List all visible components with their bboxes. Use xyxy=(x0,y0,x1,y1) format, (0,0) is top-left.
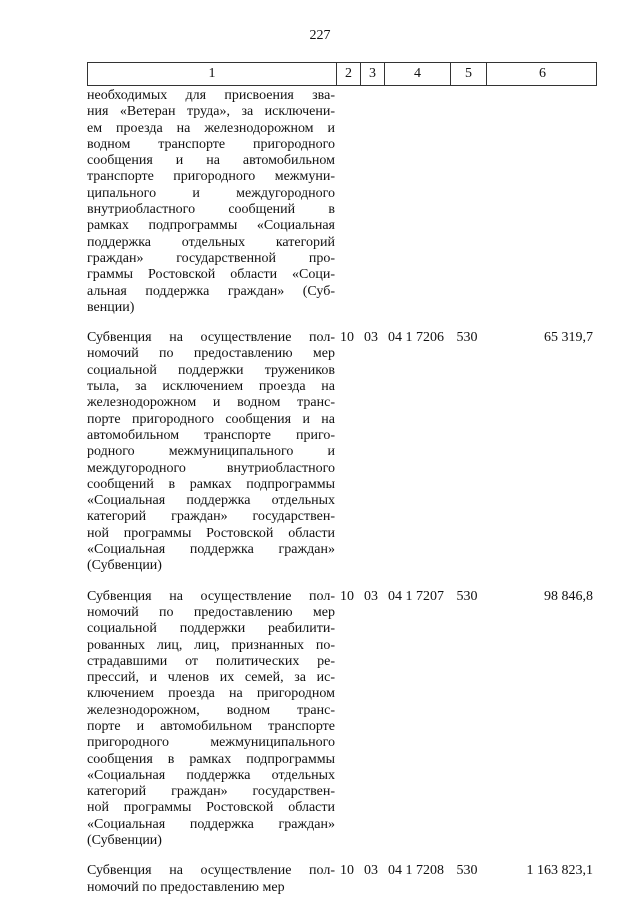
description-line: ключением проезда на пригородном xyxy=(87,686,335,702)
page-number: 227 xyxy=(309,28,331,43)
column-header: 4 xyxy=(384,63,450,85)
subsection-code: 03 xyxy=(364,863,378,879)
description-line: категорий граждан» государствен- xyxy=(87,509,335,525)
description-line: прессий, и членов их семей, за ис- xyxy=(87,670,335,686)
description-line: ной программы Ростовской области xyxy=(87,800,335,816)
amount-value: 65 319,7 xyxy=(544,330,593,346)
description-line: номочий по предоставлению мер xyxy=(87,604,335,620)
description-line: альная поддержка граждан» (Суб- xyxy=(87,283,335,299)
section-code: 10 xyxy=(340,588,354,604)
description-line: (Субвенции) xyxy=(87,558,162,574)
description-line: социальной поддержки реабилити- xyxy=(87,621,335,637)
amount-value: 1 163 823,1 xyxy=(526,863,593,879)
expense-type-code: 530 xyxy=(456,330,478,346)
description-line: водном транспорте пригородного xyxy=(87,136,335,152)
description-line: поддержка отдельных категорий xyxy=(87,234,335,250)
description-line: социальной поддержки тружеников xyxy=(87,362,335,378)
description-line: необходимых для присвоения зва- xyxy=(87,88,335,103)
row-description xyxy=(87,330,335,574)
section-code: 10 xyxy=(340,863,354,879)
description-line: ной программы Ростовской области xyxy=(87,525,335,541)
target-article-code: 04 1 7207 xyxy=(388,588,444,604)
description-line: Субвенция на осуществление пол- xyxy=(87,863,335,879)
description-line: граммы Ростовской области «Соци- xyxy=(87,267,335,283)
description-line: внутриобластного сообщений в xyxy=(87,202,335,218)
description-line: рованных лиц, лиц, признанных по- xyxy=(87,637,335,653)
column-header: 5 xyxy=(450,63,486,85)
description-line: ципального и междугородного xyxy=(87,185,335,201)
description-line: (Субвенции) xyxy=(87,833,162,849)
subsection-code: 03 xyxy=(364,588,378,604)
description-line: автомобильном транспорте приго- xyxy=(87,427,335,443)
row-description xyxy=(87,88,335,316)
description-line: сообщений в рамках подпрограммы xyxy=(87,476,335,492)
description-line: Субвенция на осуществление пол- xyxy=(87,330,335,346)
description-line: «Социальная поддержка граждан» xyxy=(87,542,335,558)
description-line: сообщения в рамках подпрограммы xyxy=(87,751,335,767)
subsection-code xyxy=(359,88,383,316)
row-description xyxy=(87,863,335,896)
description-line: транспорте пригородного межмуни- xyxy=(87,169,335,185)
target-article-code: 04 1 7206 xyxy=(388,330,444,346)
table-row xyxy=(87,863,597,896)
target-article-code xyxy=(383,88,449,316)
table-row xyxy=(87,330,597,574)
description-line: номочий по предоставлению мер xyxy=(87,346,335,362)
column-header: 6 xyxy=(486,63,598,85)
table-header-row xyxy=(87,62,597,86)
target-article-code: 04 1 7208 xyxy=(388,863,444,879)
expense-type-code xyxy=(449,88,485,316)
description-line: Субвенция на осуществление пол- xyxy=(87,588,335,604)
description-line: рамках подпрограммы «Социальная xyxy=(87,218,335,234)
row-description xyxy=(87,589,335,850)
description-line: железнодорожном, водном транс- xyxy=(87,702,335,718)
description-line: номочий по предоставлению мер xyxy=(87,879,285,895)
subsection-code: 03 xyxy=(364,330,378,346)
description-line: «Социальная поддержка отдельных xyxy=(87,493,335,509)
table-row xyxy=(87,88,597,316)
description-line: пригородного межмуниципального xyxy=(87,735,335,751)
description-line: тыла, за исключением проезда на xyxy=(87,379,335,395)
amount-value: 98 846,8 xyxy=(544,588,593,604)
column-header: 2 xyxy=(336,63,360,85)
section-code xyxy=(335,88,359,316)
description-line: «Социальная поддержка граждан» xyxy=(87,816,335,832)
description-line: железнодорожном и водном транс- xyxy=(87,395,335,411)
table-row xyxy=(87,589,597,850)
description-line: междугородного внутриобластного xyxy=(87,460,335,476)
column-header: 3 xyxy=(360,63,384,85)
table-body xyxy=(87,88,597,896)
description-line: венции) xyxy=(87,299,135,315)
description-line: порте и автомобильном транспорте xyxy=(87,718,335,734)
description-line: ем проезда на железнодорожном и xyxy=(87,120,335,136)
column-header: 1 xyxy=(208,66,216,81)
section-code: 10 xyxy=(340,330,354,346)
description-line: страдавшими от политических ре- xyxy=(87,653,335,669)
description-line: сообщения и на автомобильном xyxy=(87,153,335,169)
expense-type-code: 530 xyxy=(456,588,478,604)
description-line: порте пригородного сообщения и на xyxy=(87,411,335,427)
description-line: «Социальная поддержка отдельных xyxy=(87,767,335,783)
description-line: категорий граждан» государствен- xyxy=(87,784,335,800)
description-line: ния «Ветеран труда», за исключени- xyxy=(87,104,335,120)
amount-value xyxy=(485,88,597,316)
expense-type-code: 530 xyxy=(456,863,478,879)
budget-table xyxy=(87,62,597,896)
description-line: родного межмуниципального и xyxy=(87,444,335,460)
description-line: граждан» государственной про- xyxy=(87,250,335,266)
